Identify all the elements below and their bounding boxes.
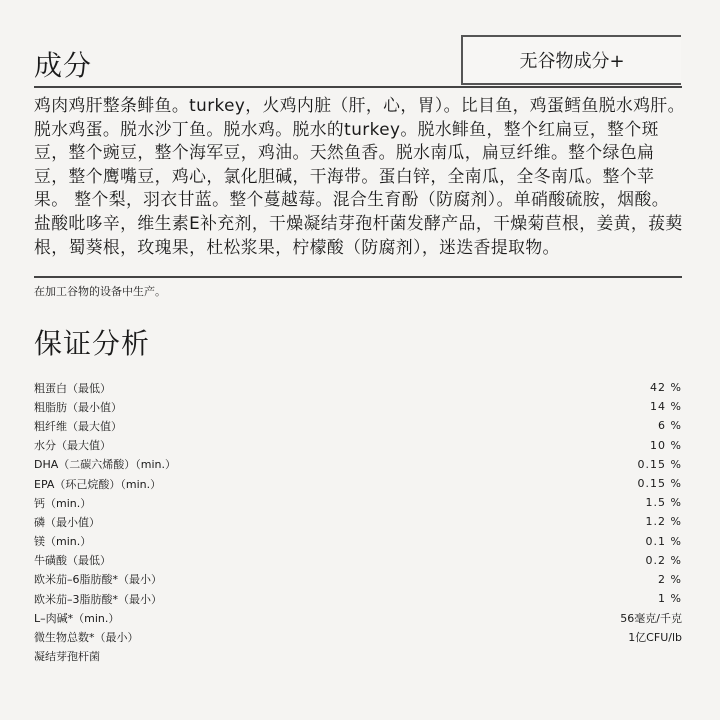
analysis-row: [34, 608, 682, 627]
analysis-value: 14 %: [650, 400, 682, 414]
analysis-value: 1亿CFU/lb: [628, 631, 682, 645]
analysis-row: [34, 570, 682, 589]
analysis-value: 1.5 %: [645, 496, 682, 510]
analysis-value: 42 %: [650, 381, 682, 395]
ingredients-text: 鸡肉鸡肝整条鲱鱼。turkey，火鸡内脏（肝，心，胃）。比目鱼，鸡蛋鳕鱼脱水鸡肝。脱水鸡蛋。脱水沙丁鱼。脱水鸡。脱水的turkey。脱水鲱鱼，整个红扁豆，整个斑豆，整个豌豆，整个海军豆，鸡油。天然鱼香。脱水南瓜，扁豆纤维。整个绿色扁豆，整个鹰嘴豆，鸡心，氯化胆碱，干海带。蛋白锌，全南瓜，全冬南瓜。整个苹果。 整个梨，羽衣甘蓝。整个蔓越莓。混合生育酚（防腐剂）。单硝酸硫胺，烟酸。盐酸吡哆辛，维生素E补充剂，干燥凝结芽孢杆菌发酵产品，干燥菊苣根，姜黄，菝葜根，蜀葵根，玫瑰果，杜松浆果，柠檬酸（防腐剂），迷迭香提取物。: [34, 95, 685, 257]
analysis-label: L–肉碱*（min.）: [34, 611, 120, 625]
analysis-value: 1 %: [658, 592, 682, 606]
bottom-divider: [34, 276, 682, 278]
analysis-label: 水分（最大值）: [34, 439, 111, 453]
analysis-row: [34, 647, 682, 666]
top-divider: [34, 86, 682, 88]
analysis-row: [34, 589, 682, 608]
analysis-label: 粗纤维（最大值）: [34, 419, 122, 433]
analysis-label: 磷（最小值）: [34, 515, 100, 529]
analysis-row: [34, 416, 682, 435]
analysis-row: [34, 493, 682, 512]
facility-note: 在加工谷物的设备中生产。: [34, 285, 166, 298]
analysis-label: 凝结芽孢杆菌: [34, 650, 100, 664]
analysis-label: 微生物总数*（最小）: [34, 631, 139, 645]
analysis-value: 1.2 %: [645, 515, 682, 529]
analysis-row: [34, 378, 682, 397]
analysis-table: [34, 378, 682, 666]
analysis-label: 镁（min.）: [34, 535, 92, 549]
analysis-value: 56毫克/千克: [620, 611, 682, 625]
ingredients-title: 成分: [34, 49, 93, 82]
analysis-label: 欧米茄–6脂肪酸*（最小）: [34, 573, 162, 587]
analysis-row: [34, 436, 682, 455]
analysis-value: 2 %: [658, 572, 682, 586]
analysis-row: [34, 397, 682, 416]
analysis-row: [34, 627, 682, 646]
analysis-label: DHA（二碳六烯酸）（min.）: [34, 458, 177, 472]
grain-free-badge: 无谷物成分+: [461, 35, 681, 85]
analysis-row: [34, 532, 682, 551]
analysis-value: 0.15 %: [637, 477, 682, 491]
analysis-label: 钙（min.）: [34, 496, 92, 510]
analysis-label: 粗脂肪（最小值）: [34, 400, 122, 414]
analysis-row: [34, 551, 682, 570]
analysis-value: 6 %: [658, 419, 682, 433]
analysis-title: 保证分析: [34, 327, 151, 360]
analysis-row: [34, 512, 682, 531]
analysis-value: 0.2 %: [645, 553, 682, 567]
analysis-label: EPA（环己烷酸）（min.）: [34, 477, 162, 491]
analysis-row: [34, 474, 682, 493]
analysis-row: [34, 455, 682, 474]
analysis-label: 牛磺酸（最低）: [34, 554, 111, 568]
analysis-value: 0.1 %: [645, 534, 682, 548]
analysis-value: 10 %: [650, 438, 682, 452]
analysis-label: 欧米茄–3脂肪酸*（最小）: [34, 592, 162, 606]
analysis-value: 0.15 %: [637, 457, 682, 471]
analysis-label: 粗蛋白（最低）: [34, 381, 111, 395]
